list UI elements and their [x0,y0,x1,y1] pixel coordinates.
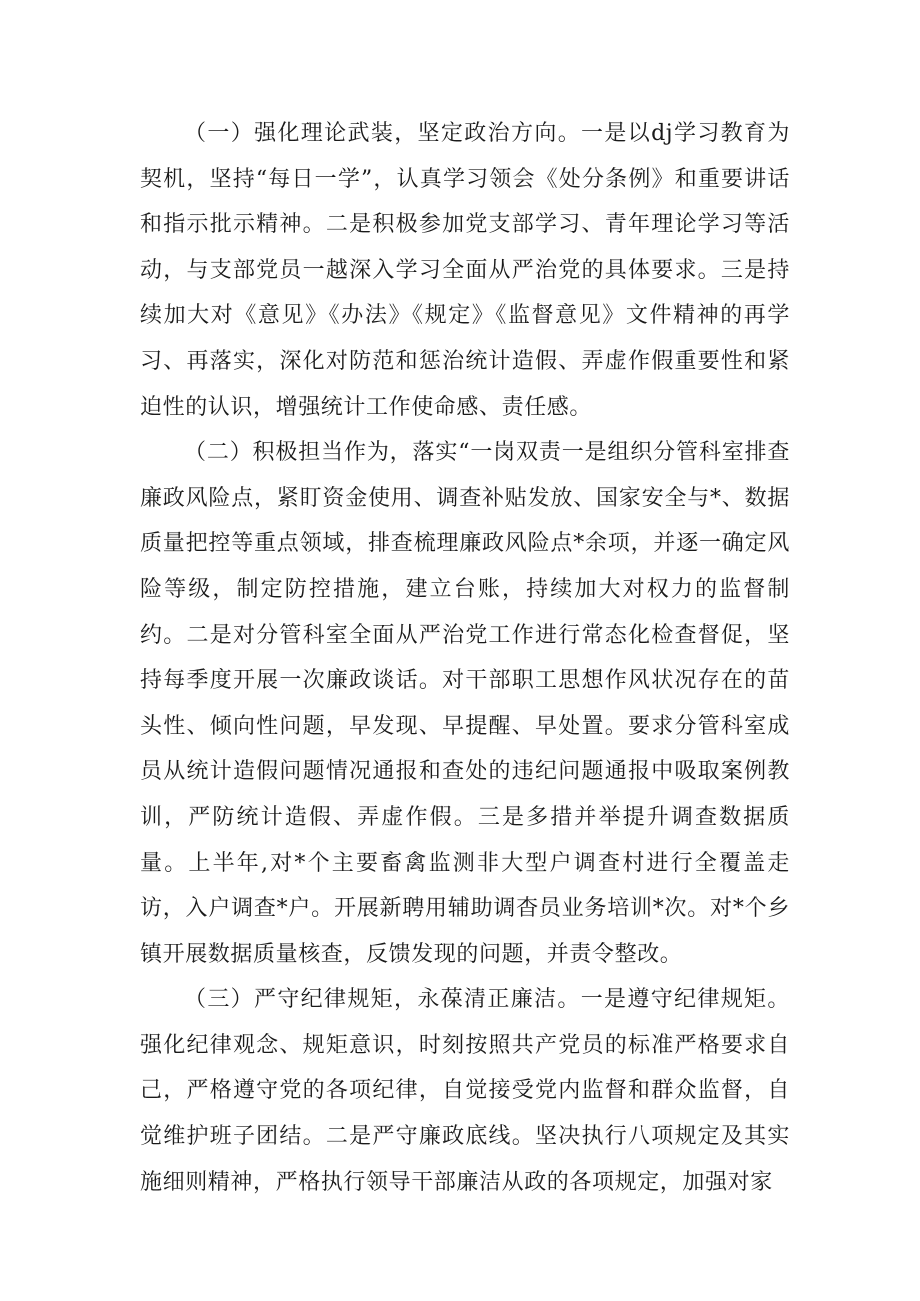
paragraph-2: （二）积极担当作为，落实“一岗双责一是组织分管科室排查廉政风险点，紧盯资金使用、调查补贴发放、国家安全与*、数据质量把控等重点领域，排查梳理廉政风险点*余项，并逐一确定风险等级，制定防控措施，建立台账，持续加大对权力的监督制约。二是对分管科室全面从严治党工作进行常态化检查督促，坚持每季度开展一次廉政谈话。对干部职工思想作风状况存在的苗头性、倾向性问题，早发现、早提醒、早处置。要求分管科室成员从统计造假问题情况通报和查处的违纪问题通报中吸取案例教训，严防统计造假、弄虚作假。三是多措并举提升调查数据质量。上半年,对*个主要畜禽监测非大型户调查村进行全覆盖走访，入户调查*户。开展新聘用辅助调杳员业务培训*次。对*个乡镇开展数据质量核查，反馈发现的问题，并责令整改。 [140,440,790,967]
paragraph-1: （一）强化理论武装，坚定政治方向。一是以dj学习教育为契机，坚持“每日一学”，认真学习领会《处分条例》和重要讲话和指示批示精神。二是积极参加党支部学习、青年理论学习等活动，与支部党员一越深入学习全面从严治党的具体要求。三是持续加大对《意见》《办法》《规定》《监督意见》文件精神的再学习、再落实，深化对防范和惩治统计造假、弄虚作假重要性和紧迫性的认识，增强统计工作使命感、责任感。 [140,121,790,420]
paragraph-3: （三）严守纪律规矩，永葆清正廉洁。一是遵守纪律规矩。强化纪律观念、规矩意识，时刻按照共产党员的标准严格要求自己，严格遵守党的各项纪律，自觉接受党内监督和群众监督，自觉维护班子团结。二是严守廉政底线。坚决执行八项规定及其实施细则精神，严格执行领导干部廉洁从政的各项规定，加强对家 [140,987,790,1195]
document-body [140,111,790,1205]
